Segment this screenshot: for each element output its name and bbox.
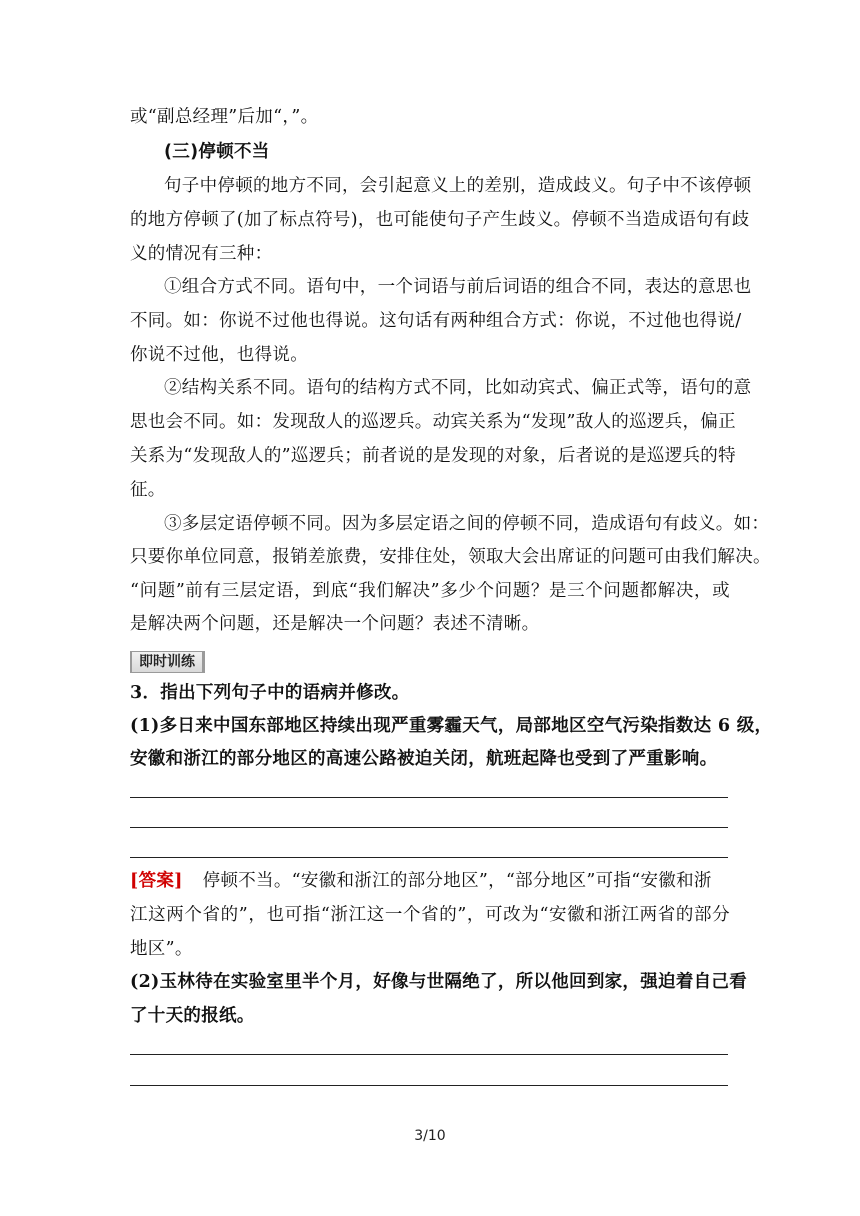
answer-line: 江这两个省的”，也可指“浙江这一个省的”，可改为“安徽和浙江两省的部分 bbox=[130, 905, 730, 925]
answer-line bbox=[130, 869, 730, 893]
question-title: 3．指出下列句子中的语病并修改。 bbox=[130, 683, 410, 703]
paragraph-line: 思也会不同。如：发现敌人的巡逻兵。动宾关系为“发现”敌人的巡逻兵，偏正 bbox=[130, 412, 736, 432]
answer-line: 地区”。 bbox=[130, 939, 193, 959]
text-line: 或“副总经理”后加“，”。 bbox=[130, 107, 319, 127]
paragraph-line: ③多层定语停顿不同。因为多层定语之间的停顿不同，造成语句有歧义。如： bbox=[164, 514, 770, 534]
paragraph-line: 只要你单位同意，报销差旅费，安排住处，领取大会出席证的问题可由我们解决。 bbox=[130, 547, 771, 567]
answer-blank-line bbox=[130, 1054, 728, 1055]
paragraph-line: 句子中停顿的地方不同，会引起意义上的差别，造成歧义。句子中不该停顿 bbox=[164, 176, 752, 196]
answer-label: [答案] bbox=[130, 871, 183, 891]
paragraph-line: 义的情况有三种： bbox=[130, 244, 273, 264]
answer-blank-line bbox=[130, 857, 728, 858]
paragraph-line: 关系为“发现敌人的”巡逻兵；前者说的是发现的对象，后者说的是巡逻兵的特 bbox=[130, 446, 736, 466]
practice-tag: 即时训练 bbox=[130, 651, 205, 673]
paragraph-line: ②结构关系不同。语句的结构方式不同，比如动宾式、偏正式等，语句的意 bbox=[164, 378, 752, 398]
paragraph-line: 征。 bbox=[130, 480, 166, 500]
section-title: (三)停顿不当 bbox=[164, 142, 270, 162]
paragraph-line: 的地方停顿了(加了标点符号)，也可能使句子产生歧义。停顿不当造成语句有歧 bbox=[130, 210, 750, 230]
question-line: (2)玉林待在实验室里半个月，好像与世隔绝了，所以他回到家，强迫着自己看 bbox=[130, 972, 748, 992]
paragraph-line: ①组合方式不同。语句中，一个词语与前后词语的组合不同，表达的意思也 bbox=[164, 277, 752, 297]
paragraph-line: 不同。如：你说不过他也得说。这句话有两种组合方式：你说，不过他也得说/ bbox=[130, 311, 742, 331]
question-line: (1)多日来中国东部地区持续出现严重雾霾天气，局部地区空气污染指数达 6 级， bbox=[130, 716, 773, 736]
answer-text: 停顿不当。“安徽和浙江的部分地区”，“部分地区”可指“安徽和浙 bbox=[202, 871, 712, 891]
paragraph-line: 是解决两个问题，还是解决一个问题？表述不清晰。 bbox=[130, 614, 540, 634]
paragraph-line: “问题”前有三层定语，到底“我们解决”多少个问题？是三个问题都解决，或 bbox=[130, 581, 730, 601]
page-number: 3/10 bbox=[414, 1128, 446, 1144]
question-line: 了十天的报纸。 bbox=[130, 1006, 255, 1026]
answer-blank-line bbox=[130, 1085, 728, 1086]
question-line: 安徽和浙江的部分地区的高速公路被迫关闭，航班起降也受到了严重影响。 bbox=[130, 749, 718, 769]
answer-blank-line bbox=[130, 797, 728, 798]
paragraph-line: 你说不过他，也得说。 bbox=[130, 345, 308, 365]
answer-blank-line bbox=[130, 827, 728, 828]
